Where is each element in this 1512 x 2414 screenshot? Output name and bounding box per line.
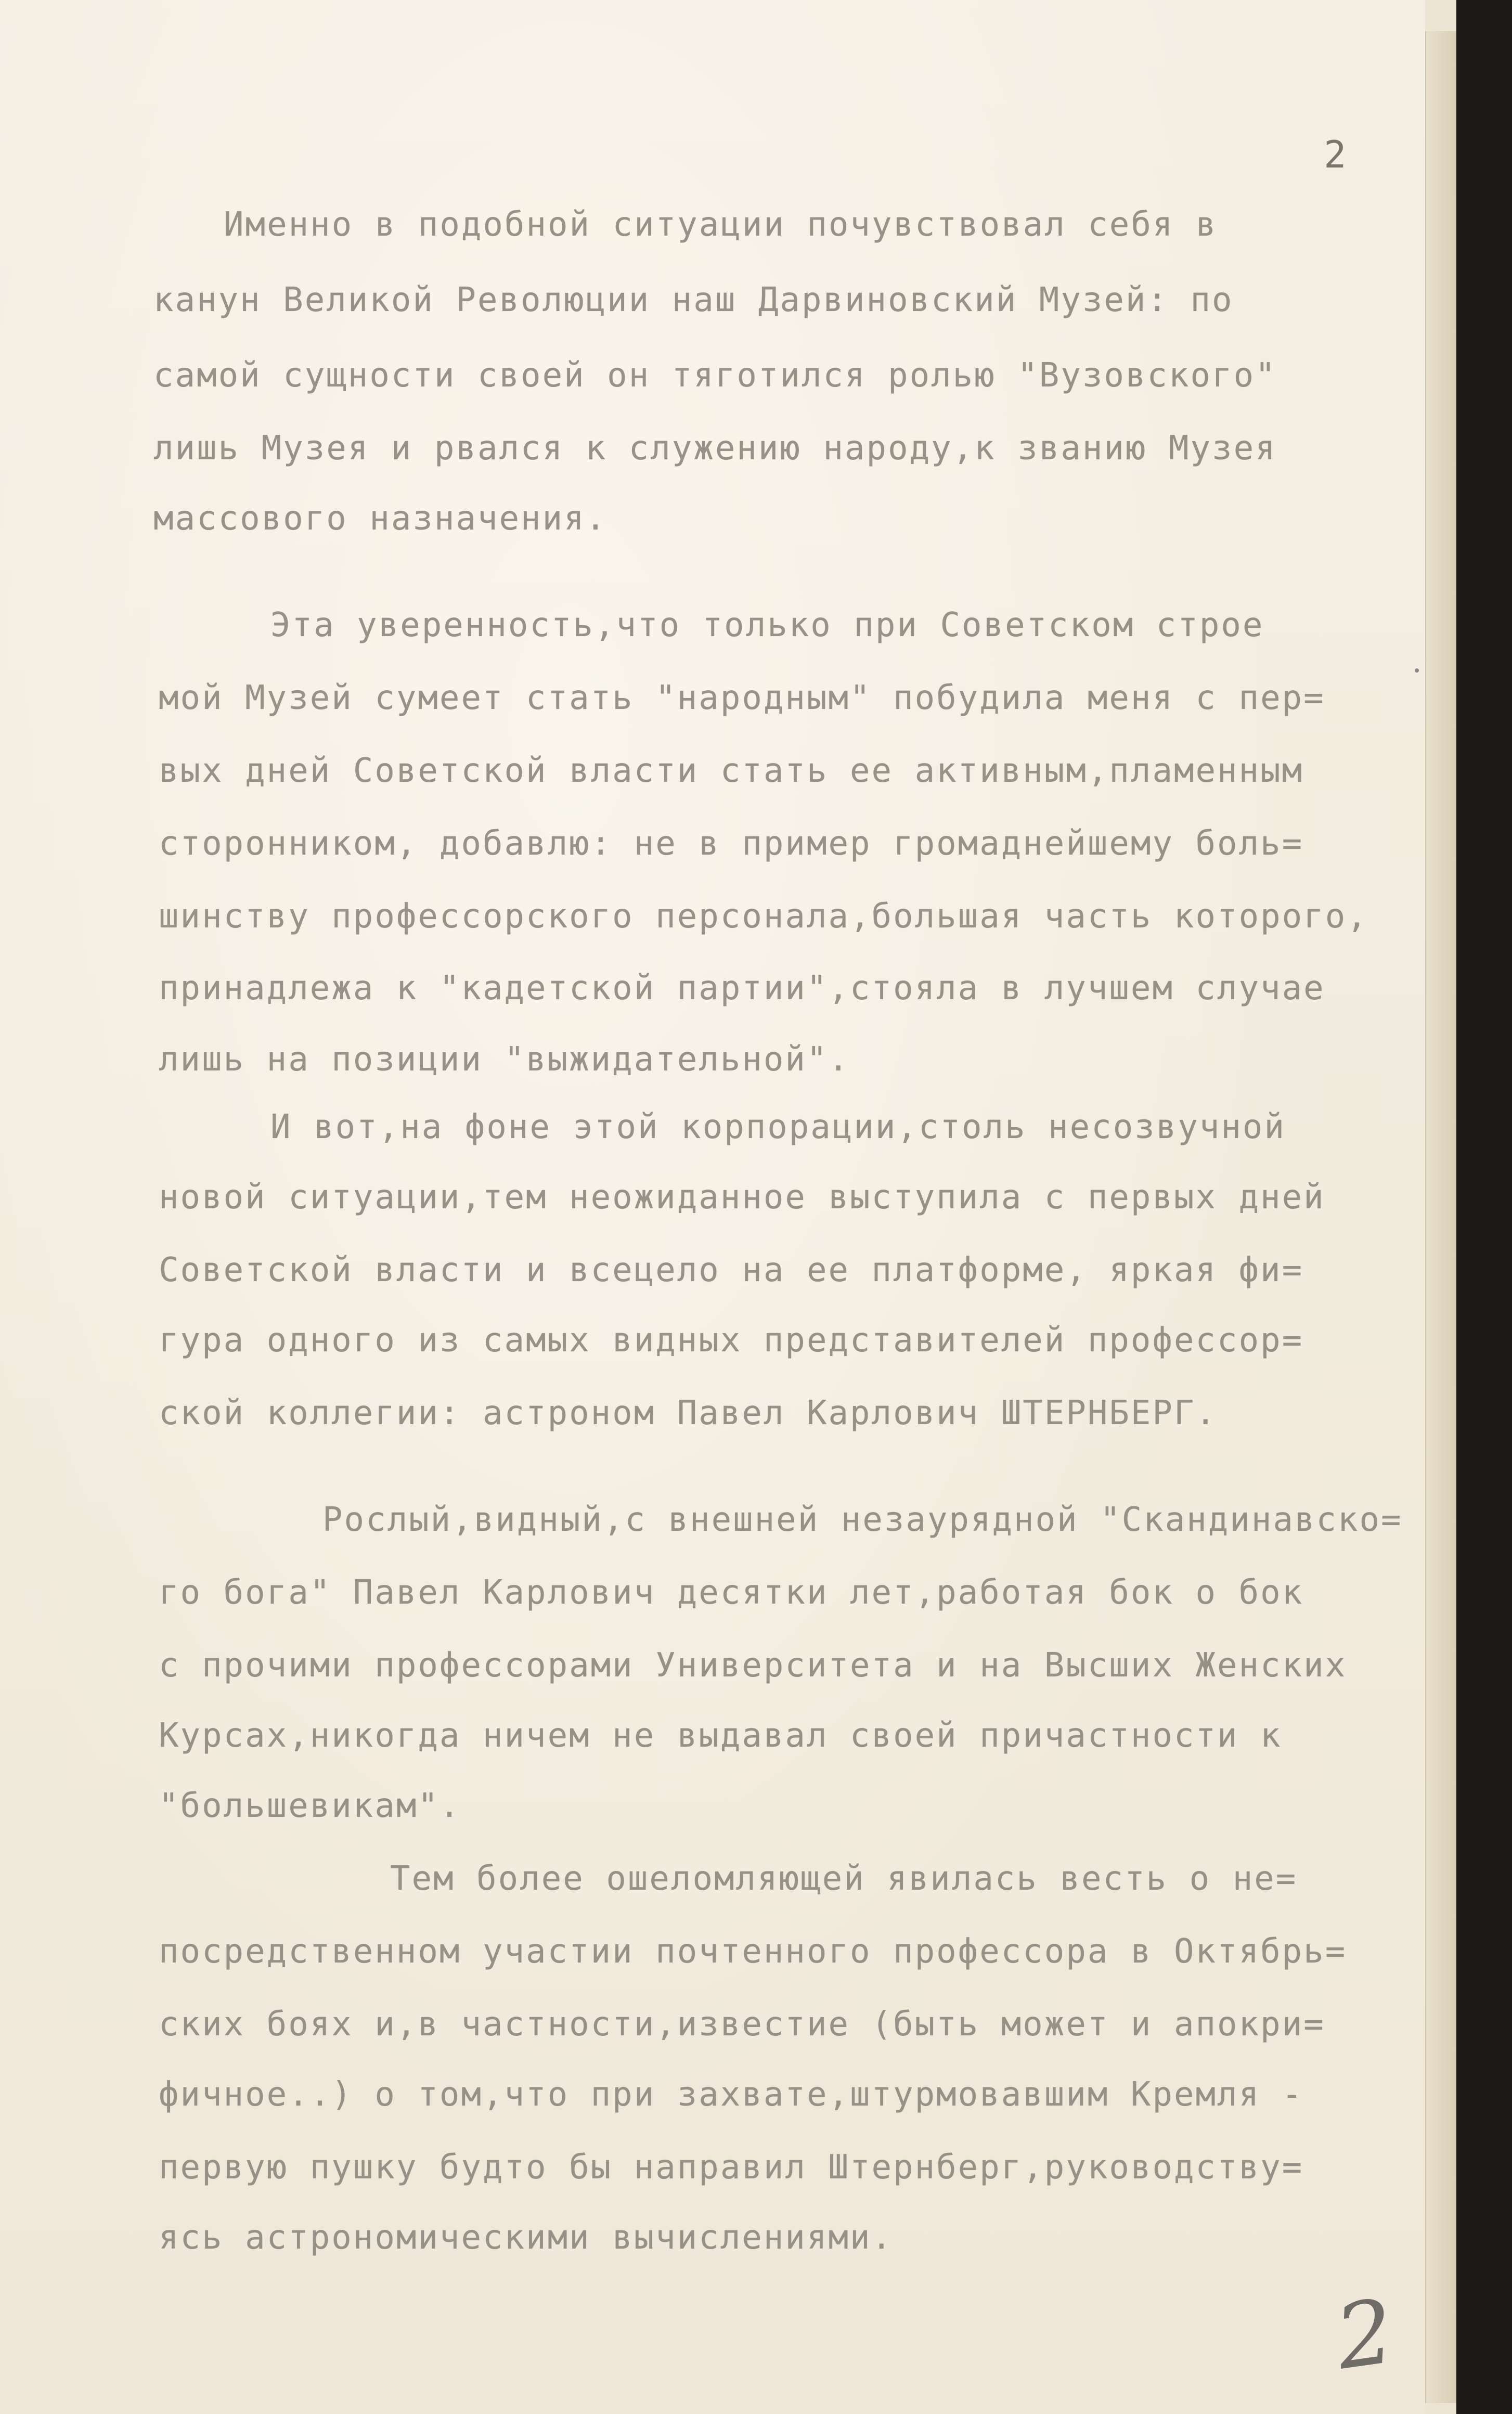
text-line: ских боях и,в частности,известие (быть может и апокри=: [159, 2005, 1325, 2044]
text-line: Советской власти и всецело на ее платформе, яркая фи=: [159, 1251, 1304, 1289]
text-line: мой Музей сумеет стать "народным" побудила меня с пер=: [159, 679, 1325, 717]
text-line: лишь на позиции "выжидательной".: [159, 1040, 850, 1079]
text-line: вых дней Советской власти стать ее активным,пламенным: [159, 752, 1304, 790]
dark-scan-border: [1456, 0, 1512, 2414]
text-line: шинству профессорского персонала,большая часть которого,: [159, 897, 1368, 936]
text-line: "большевикам".: [159, 1787, 461, 1825]
text-line: посредственном участии почтенного профессора в Октябрь=: [159, 1932, 1347, 1971]
text-line: го бога" Павел Карлович десятки лет,работая бок о бок: [159, 1573, 1304, 1612]
text-line: ской коллегии: астроном Павел Карлович ШТЕРНБЕРГ.: [159, 1394, 1218, 1432]
text-line: гура одного из самых видных представителей профессор=: [159, 1321, 1304, 1360]
text-line: Эта уверенность,что только при Советском строе: [270, 606, 1264, 644]
text-line: Рослый,видный,с внешней незаурядной "Скандинавско=: [322, 1501, 1403, 1539]
page-number: 2: [1324, 133, 1347, 176]
text-line: с прочими профессорами Университета и на Высших Женских: [159, 1646, 1347, 1685]
text-line: новой ситуации,тем неожиданное выступила с первых дней: [159, 1178, 1325, 1217]
text-line: канун Великой Революции наш Дарвиновский Музей: по: [153, 281, 1234, 319]
text-line: первую пушку будто бы направил Штернберг,руководству=: [159, 2148, 1304, 2187]
text-line: лишь Музея и рвался к служению народу,к званию Музея: [153, 429, 1277, 468]
handwritten-page-number: 2: [1329, 2280, 1400, 2390]
text-line: сторонником, добавлю: не в пример громаднейшему боль=: [159, 824, 1304, 863]
text-line: И вот,на фоне этой корпорации,столь несозвучной: [270, 1108, 1286, 1146]
text-line: массового назначения.: [153, 499, 608, 538]
text-line: фичное..) о том,что при захвате,штурмовавшим Кремля -: [159, 2075, 1304, 2114]
text-line: Именно в подобной ситуации почувствовал себя в: [224, 205, 1218, 244]
text-line: ясь астрономическими вычислениями.: [159, 2218, 894, 2257]
text-line: принадлежа к "кадетской партии",стояла в лучшем случае: [159, 969, 1325, 1008]
text-line: Курсах,никогда ничем не выдавал своей причастности к: [159, 1716, 1282, 1755]
text-line: Тем более ошеломляющей явилась весть о не=: [390, 1860, 1298, 1898]
page-stack-edge: [1425, 31, 1457, 2403]
text-line: самой сущности своей он тяготился ролью "Вузовского": [153, 356, 1277, 395]
